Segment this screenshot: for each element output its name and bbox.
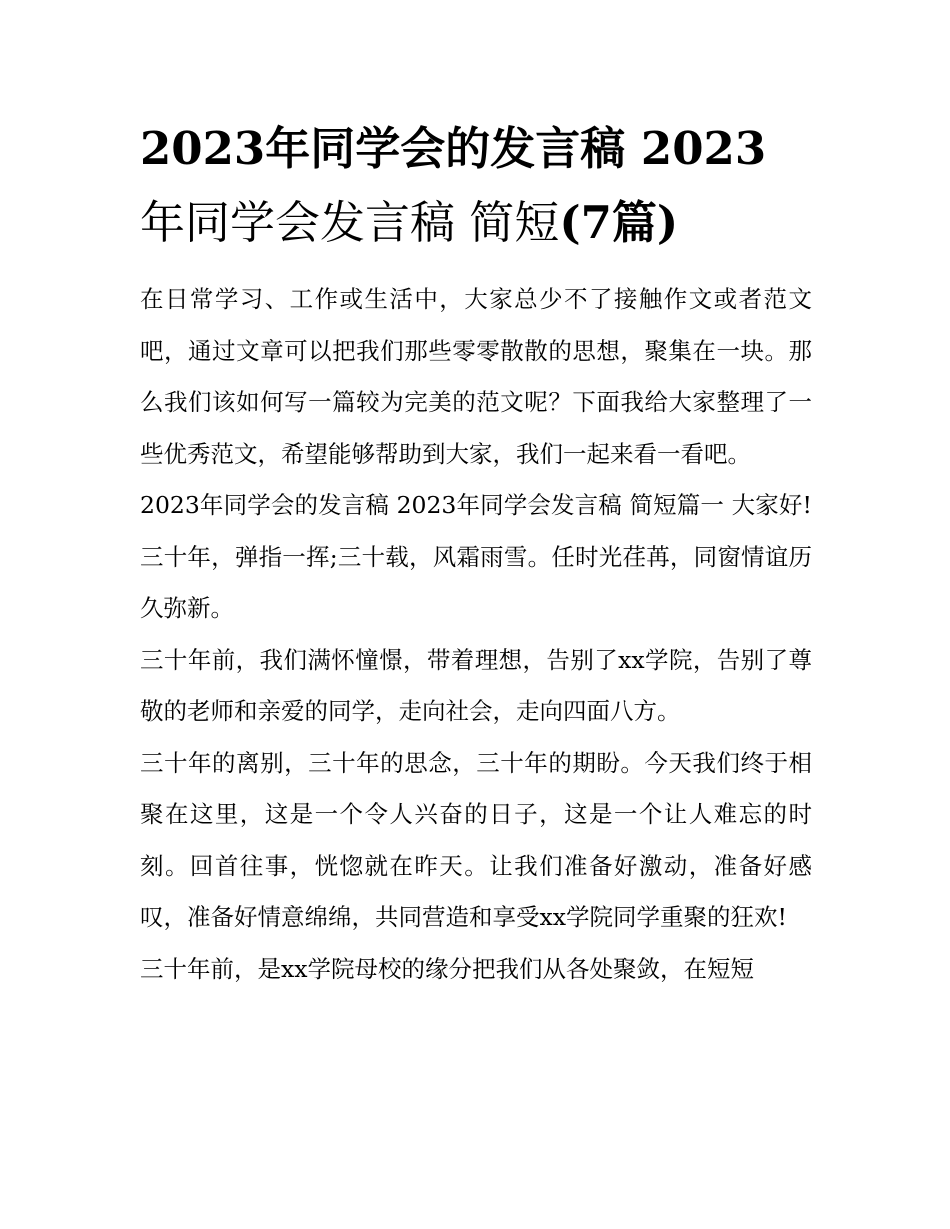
intro-paragraph: 在日常学习、工作或生活中，大家总少不了接触作文或者范文吧，通过文章可以把我们那些零零散散的思想，聚集在一块。那么我们该如何写一篇较为完美的范文呢？下面我给大家整理了一些优秀范文，希望能够帮助到大家，我们一起来看一看吧。 [140,285,812,468]
body-paragraph: 三十年前，我们满怀憧憬，带着理想，告别了xx学院，告别了尊敬的老师和亲爱的同学，走向社会，走向四面八方。 [140,645,812,725]
title-normal-part: 年同学会发言稿 简短 [140,196,560,249]
body-paragraph: 三十年前，是xx学院母校的缘分把我们从各处聚敛，在短短 [140,954,755,983]
title-tail-part: (7篇) [559,196,679,249]
title-bold-part: 2023年同学会的发言稿 2023 [140,122,767,175]
document-page [140,112,812,995]
body-paragraph: 三十年的离别，三十年的思念，三十年的期盼。今天我们终于相聚在这里，这是一个令人兴奋的日子，这是一个让人难忘的时刻。回首往事，恍惚就在昨天。让我们准备好激动，准备好感叹，准备好情意绵绵，共同营造和享受xx学院同学重聚的狂欢! [140,748,812,931]
document-title [140,112,812,260]
body-paragraph: 2023年同学会的发言稿 2023年同学会发言稿 简短篇一 大家好! 三十年，弹指一挥;三十载，风霜雨雪。任时光荏苒，同窗情谊历久弥新。 [140,491,812,622]
